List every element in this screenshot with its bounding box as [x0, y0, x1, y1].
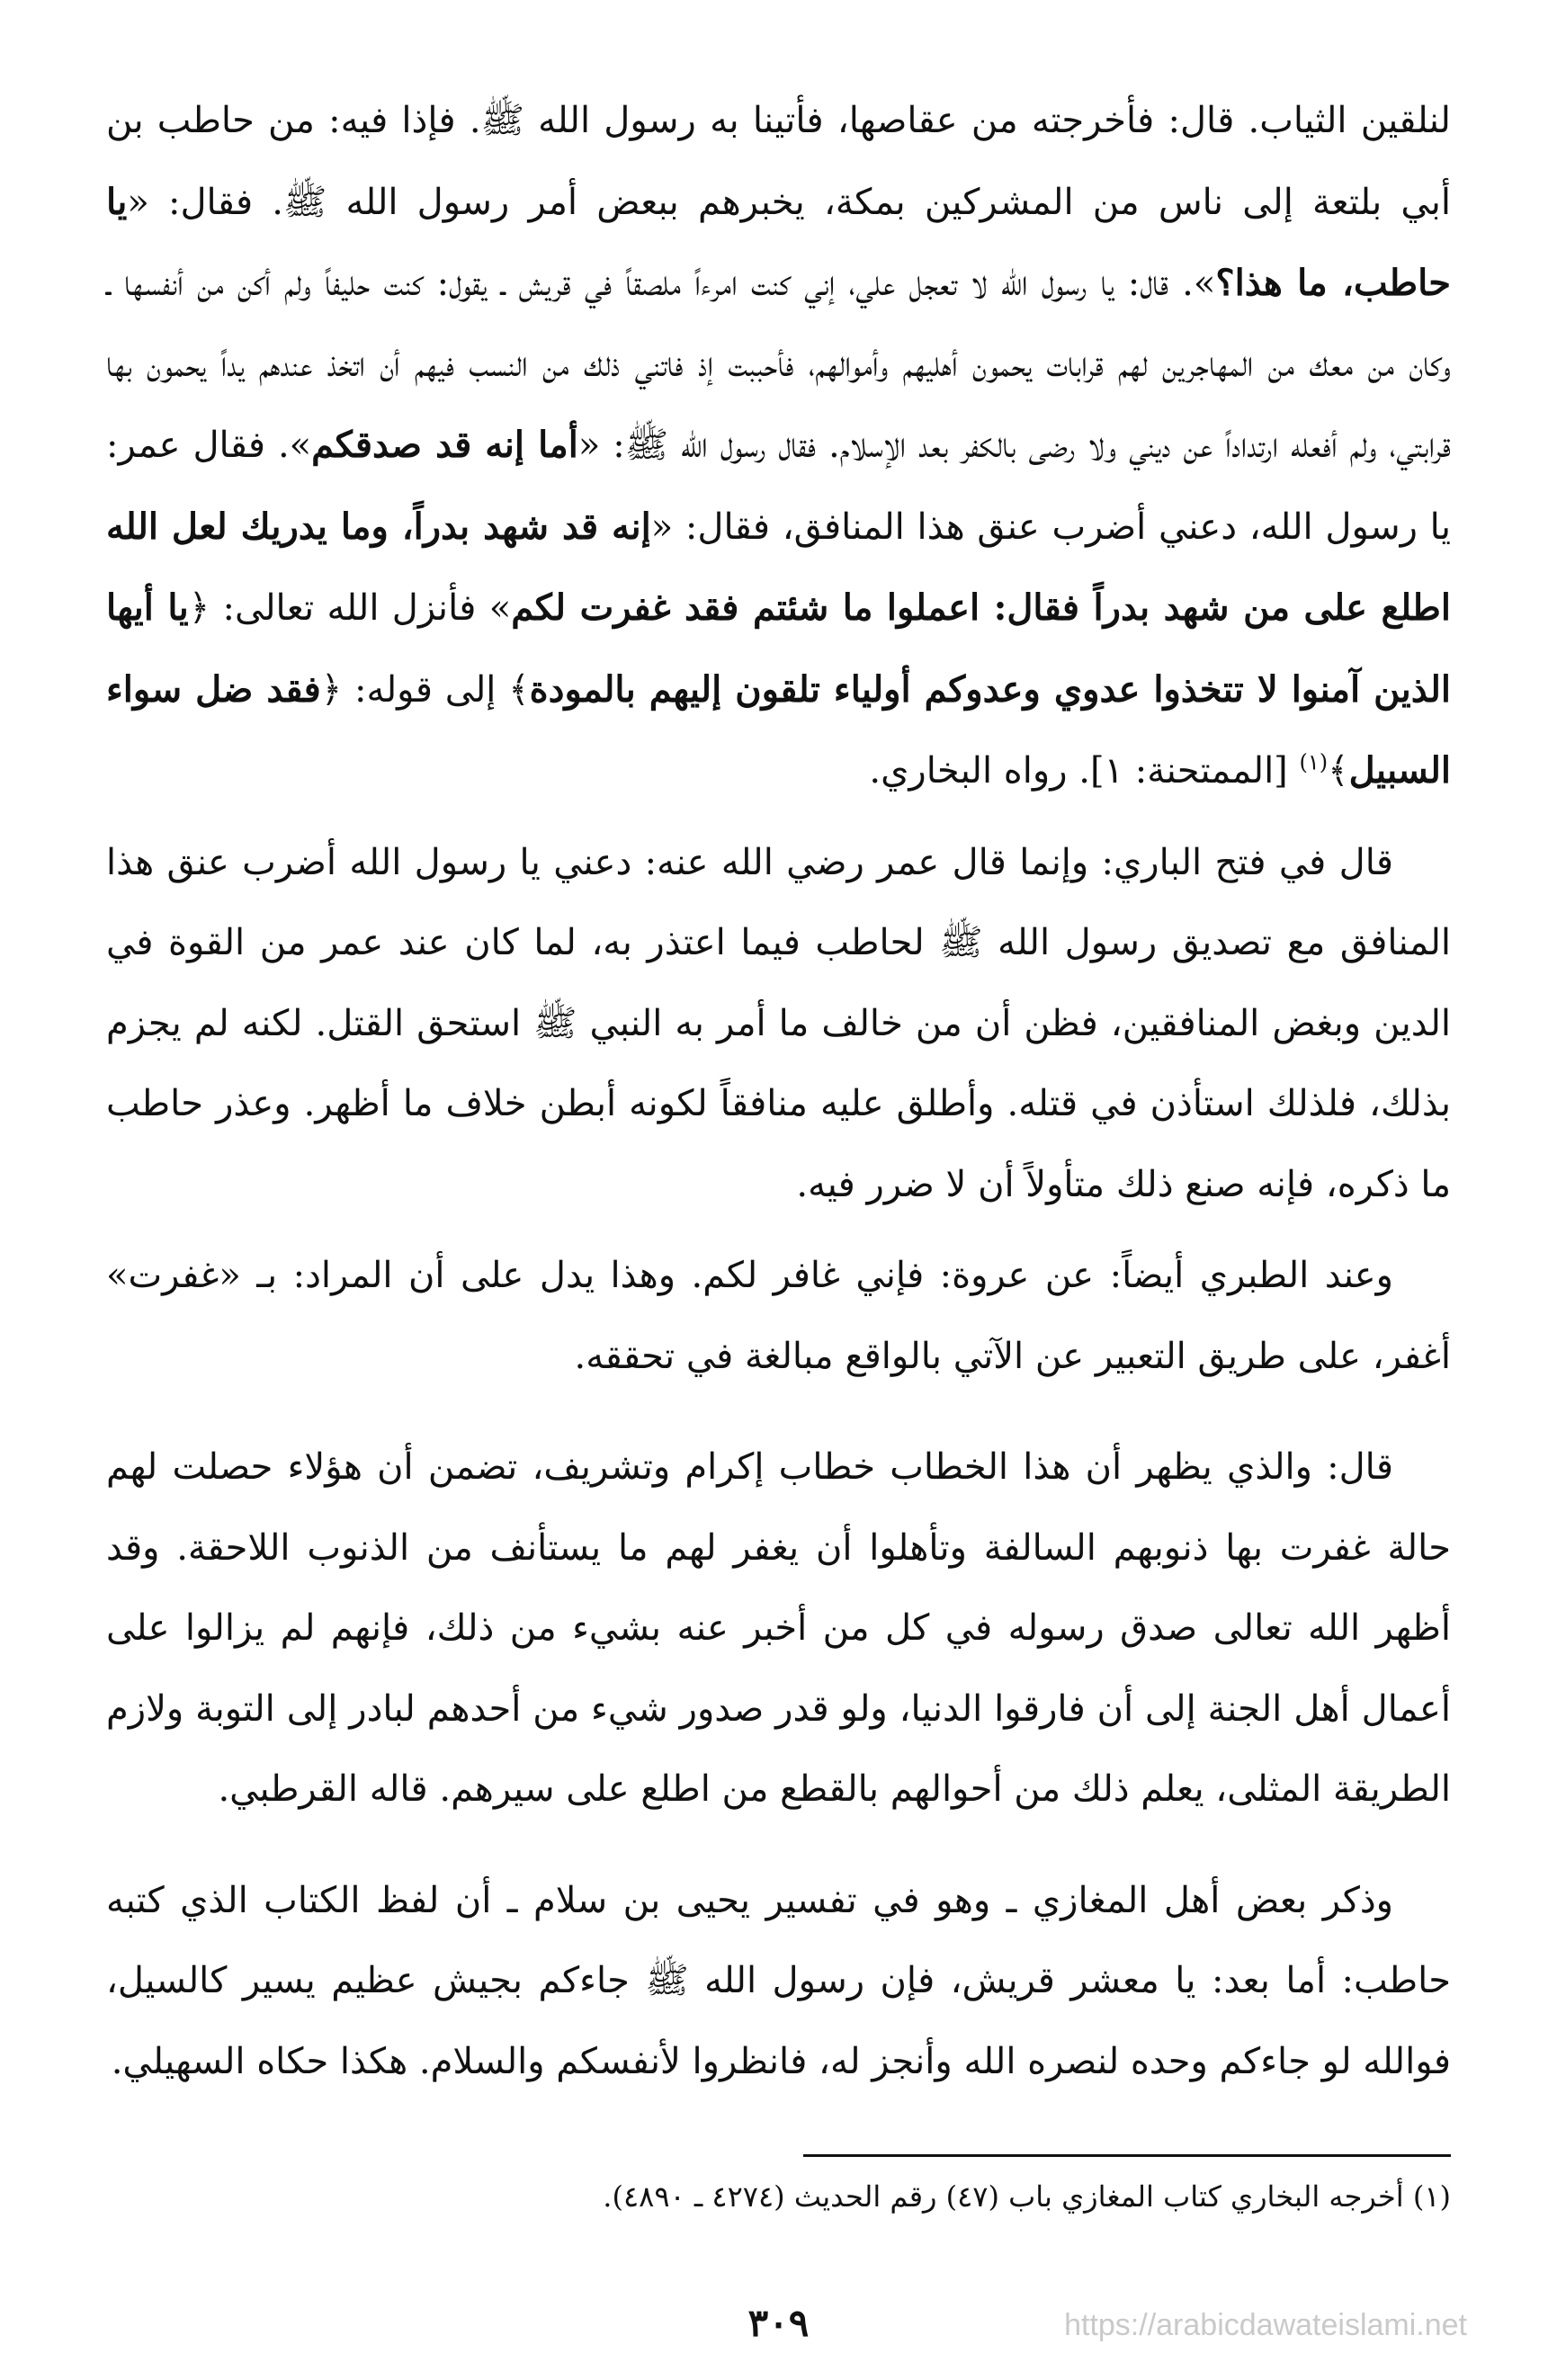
page-number: ٣٠٩ [747, 2301, 810, 2345]
main-text [106, 81, 1451, 2102]
quran-verse: فقد ضل سواء السبيل [106, 667, 1451, 792]
text-run: ﴾ [1328, 750, 1349, 792]
paragraph-3: وعند الطبري أيضاً: عن عروة: فإني غافر لكم. وهذا يدل على أن المراد: بـ «غفرت» أغفر، على طريق التعبير عن الآتي بالواقع مبالغة في تحققه. [106, 1255, 1451, 1377]
hadith-quote: يا حاطب، ما هذا؟ [106, 180, 1451, 304]
text-run: [الممتحنة: ١]. رواه البخاري. [869, 750, 1300, 792]
paragraph-1 [106, 81, 1451, 812]
hadith-quote: إنه قد شهد بدراً، وما يدريك لعل الله اطلع على من شهد بدراً فقال: اعملوا ما شئتم فقد غفرت لكم [106, 505, 1452, 629]
footnote-reference: (١) [1299, 749, 1329, 775]
footnote: (١) أخرجه البخاري كتاب المغازي باب (٤٧) رقم الحديث (٤٢٧٤ ـ ٤٨٩٠). [603, 2179, 1451, 2214]
quran-verse: يا أيها الذين آمنوا لا تتخذوا عدوي وعدوكم أولياء تلقون إليهم بالمودة [106, 586, 1451, 711]
text-run: ». قال: يا رسول الله لا تعجل علي، إني كنت امرءاً ملصقاً في قريش ـ يقول: كنت حليفاً ولم أكن من أنفسها ـ وكان من معك من المهاجرين لهم قرابات يحمون أهليهم وأموالهم، فأحببت إذ فاتني ذلك من النسب فيهم أن اتخذ عندهم يداً يحمون بها قرابتي، ولم أفعله ارتداداً عن ديني ولا رضى بالكفر بعد الإسلام. فقال رسول الله ﷺ: « [106, 263, 1451, 466]
watermark-url: https://arabicdawateislami.net [1064, 2308, 1467, 2342]
text-run: لنلقين الثياب. قال: فأخرجته من عقاصها، فأتينا به رسول الله ﷺ. فإذا فيه: من حاطب بن أبي بلتعة إلى ناس من المشركين بمكة، يخبرهم ببعض أمر رسول الله ﷺ. فقال: « [106, 100, 1451, 223]
paragraph-4: قال: والذي يظهر أن هذا الخطاب خطاب إكرام وتشريف، تضمن أن هؤلاء حصلت لهم حالة غفرت بها ذنوبهم السالفة وتأهلوا أن يغفر لهم ما يستأنف من الذنوب اللاحقة. وقد أظهر الله تعالى صدق رسوله في كل من أخبر عنه بشيء من ذلك، فإنهم لم يزالوا على أعمال أهل الجنة إلى أن فارقوا الدنيا، ولو قدر صدور شيء من أحدهم لبادر إلى التوبة ولازم الطريقة المثلى، يعلم ذلك من أحوالهم بالقطع من اطلع على سيرهم. قاله القرطبي. [106, 1446, 1451, 1810]
paragraph-5: وذكر بعض أهل المغازي ـ وهو في تفسير يحيى بن سلام ـ أن لفظ الكتاب الذي كتبه حاطب: أما بعد: يا معشر قريش، فإن رسول الله ﷺ جاءكم بجيش عظيم يسير كالسيل، فوالله لو جاءكم وحده لنصره الله وأنجز له، فانظروا لأنفسكم والسلام. هكذا حكاه السهيلي. [106, 1879, 1451, 2082]
footnote-divider [803, 2154, 1451, 2157]
text-run: » فأنزل الله تعالى: ﴿ [188, 587, 512, 629]
text-run: ﴾ إلى قوله: ﴿ [320, 668, 530, 711]
text-run: ». فقال عمر: يا رسول الله، دعني أضرب عنق هذا المنافق، فقال: « [106, 425, 1451, 548]
paragraph-2: قال في فتح الباري: وإنما قال عمر رضي الله عنه: دعني يا رسول الله أضرب عنق هذا المنافق مع تصديق رسول الله ﷺ لحاطب فيما اعتذر به، لما كان عند عمر من القوة في الدين وبغض المنافقين، فظن أن من خالف ما أمر به النبي ﷺ استحق القتل. لكنه لم يجزم بذلك، فلذلك استأذن في قتله. وأطلق عليه منافقاً لكونه أبطن خلاف ما أظهر. وعذر حاطب ما ذكره، فإنه صنع ذلك متأولاً أن لا ضرر فيه. [106, 841, 1451, 1205]
hadith-quote: أما إنه قد صدقكم [311, 424, 578, 466]
